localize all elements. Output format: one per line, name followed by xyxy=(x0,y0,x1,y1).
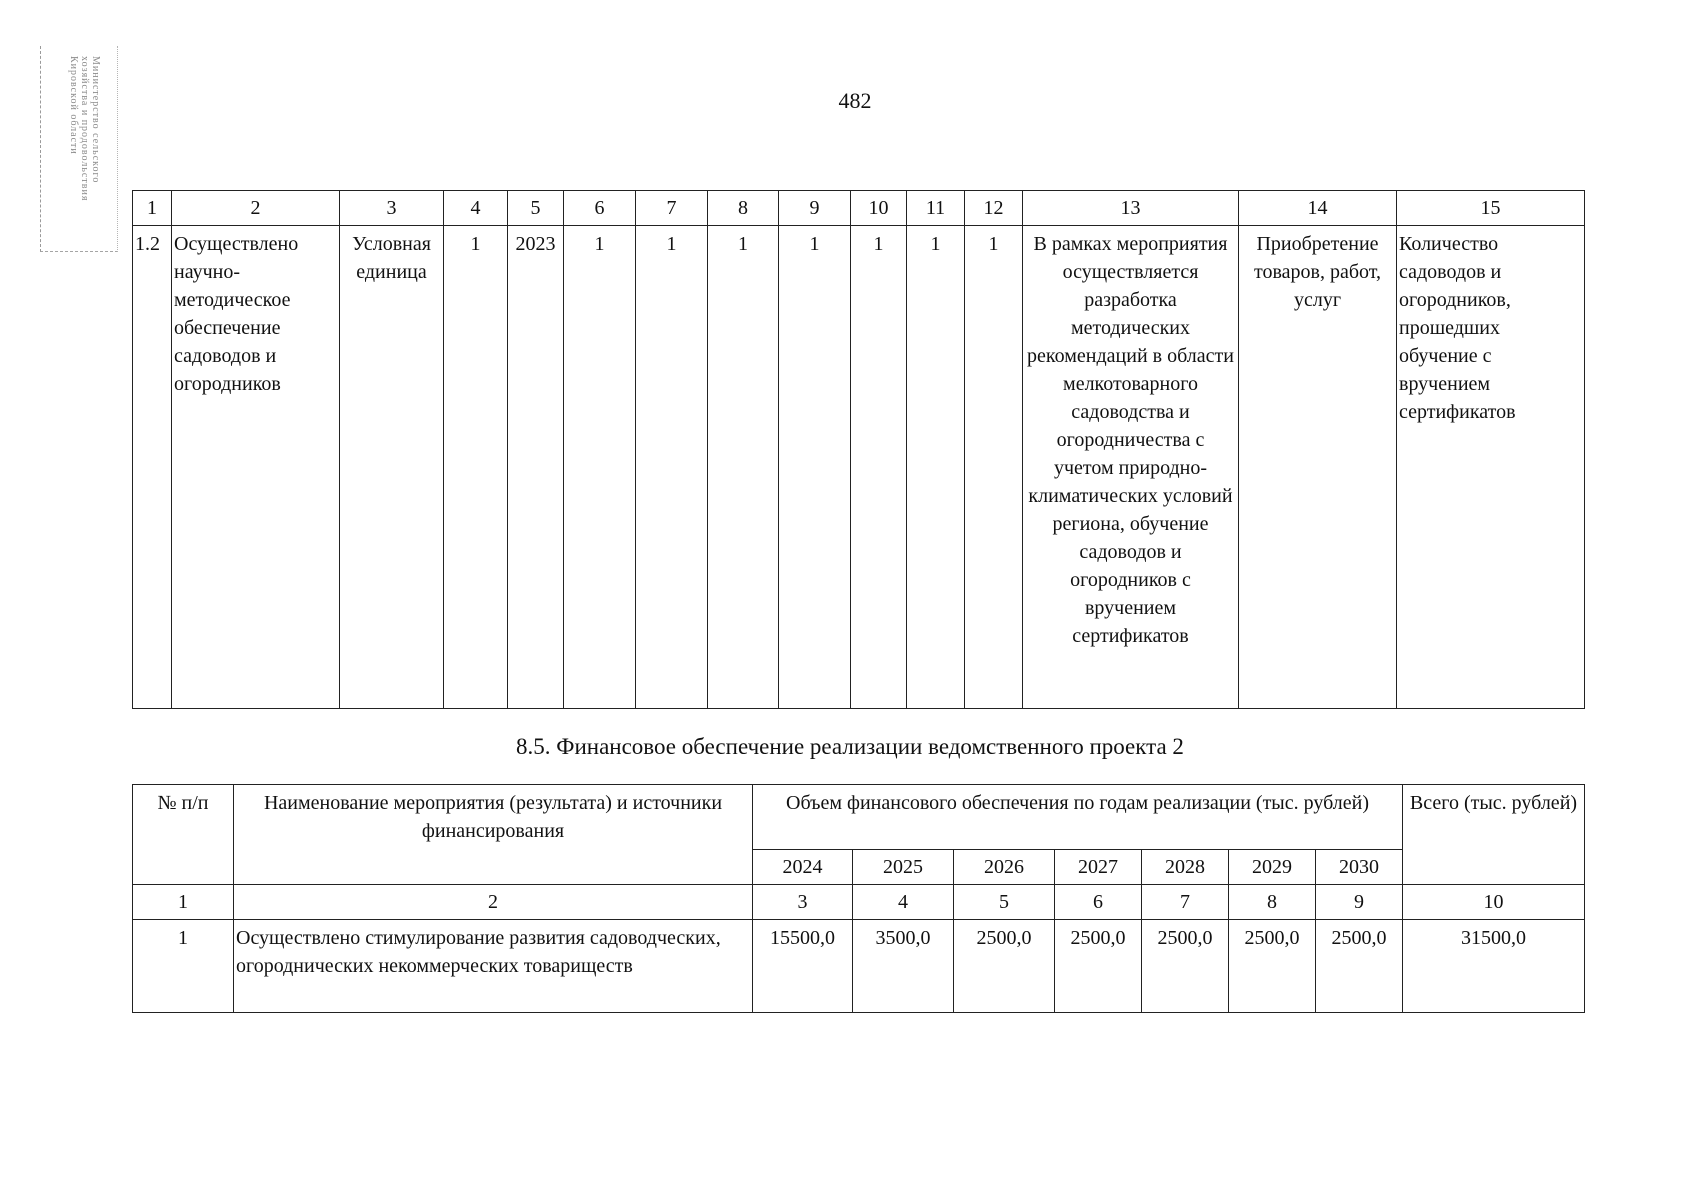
col-number: 7 xyxy=(636,191,708,226)
column-number-row xyxy=(133,885,1585,920)
base-year: 2023 xyxy=(508,226,564,709)
header-num: № п/п xyxy=(133,785,234,885)
amount-2027: 2500,0 xyxy=(1055,920,1142,1013)
value-2026: 1 xyxy=(708,226,779,709)
col-number: 5 xyxy=(508,191,564,226)
col-number: 2 xyxy=(234,885,753,920)
stamp-text xyxy=(68,56,101,236)
header-name: Наименование мероприятия (результата) и источники финансирования xyxy=(234,785,753,885)
col-number: 12 xyxy=(965,191,1023,226)
stamp-line: Министерство сельского xyxy=(90,56,101,184)
row-number: 1 xyxy=(133,920,234,1013)
col-number: 4 xyxy=(853,885,954,920)
amount-2025: 3500,0 xyxy=(853,920,954,1013)
amount-2029: 2500,0 xyxy=(1229,920,1316,1013)
col-number: 5 xyxy=(954,885,1055,920)
col-number: 8 xyxy=(708,191,779,226)
col-number: 4 xyxy=(444,191,508,226)
year-header: 2028 xyxy=(1142,850,1229,885)
col-number: 15 xyxy=(1397,191,1585,226)
registration-stamp xyxy=(40,46,118,252)
section-title: 8.5. Финансовое обеспечение реализации ведомственного проекта 2 xyxy=(516,734,1184,759)
value-2028: 1 xyxy=(851,226,907,709)
table-row xyxy=(133,920,1585,1013)
year-header: 2030 xyxy=(1316,850,1403,885)
result-type: Приобретение товаров, работ, услуг xyxy=(1239,226,1397,709)
results-table xyxy=(132,190,1585,709)
year-header: 2025 xyxy=(853,850,954,885)
result-characteristic: В рамках мероприятия осуществляется разработка методических рекомендаций в области мелкотоварного садоводства и огородничества с учетом природно-климатических условий региона, обучение садоводов и огородников с вручением сертификатов xyxy=(1023,226,1239,709)
unit-of-measure: Условная единица xyxy=(340,226,444,709)
table-row xyxy=(133,226,1585,709)
value-2029: 1 xyxy=(907,226,965,709)
result-indicator: Количество садоводов и огородников, прошедших обучение с вручением сертификатов xyxy=(1397,226,1585,709)
financing-table xyxy=(132,784,1585,1013)
year-header: 2029 xyxy=(1229,850,1316,885)
col-number: 3 xyxy=(753,885,853,920)
col-number: 11 xyxy=(907,191,965,226)
value-2027: 1 xyxy=(779,226,851,709)
column-number-row xyxy=(133,191,1585,226)
col-number: 7 xyxy=(1142,885,1229,920)
col-number: 3 xyxy=(340,191,444,226)
col-number: 10 xyxy=(851,191,907,226)
amount-2024: 15500,0 xyxy=(753,920,853,1013)
base-value: 1 xyxy=(444,226,508,709)
row-number: 1.2 xyxy=(133,226,172,709)
header-total: Всего (тыс. рублей) xyxy=(1403,785,1585,885)
col-number: 9 xyxy=(779,191,851,226)
header-row xyxy=(133,785,1585,850)
amount-2030: 2500,0 xyxy=(1316,920,1403,1013)
col-number: 1 xyxy=(133,885,234,920)
col-number: 1 xyxy=(133,191,172,226)
header-volume: Объем финансового обеспечения по годам реализации (тыс. рублей) xyxy=(753,785,1403,850)
col-number: 8 xyxy=(1229,885,1316,920)
col-number: 14 xyxy=(1239,191,1397,226)
measure-name: Осуществлено стимулирование развития садоводческих, огороднических некоммерческих товариществ xyxy=(234,920,753,1013)
amount-total: 31500,0 xyxy=(1403,920,1585,1013)
year-header: 2024 xyxy=(753,850,853,885)
col-number: 6 xyxy=(564,191,636,226)
col-number: 6 xyxy=(1055,885,1142,920)
col-number: 10 xyxy=(1403,885,1585,920)
result-name: Осуществлено научно-методическое обеспечение садоводов и огородников xyxy=(172,226,340,709)
year-header: 2026 xyxy=(954,850,1055,885)
value-2030: 1 xyxy=(965,226,1023,709)
stamp-line: хозяйства и продовольствия xyxy=(79,56,90,202)
col-number: 2 xyxy=(172,191,340,226)
stamp-line: Кировской области xyxy=(68,56,79,155)
col-number: 13 xyxy=(1023,191,1239,226)
value-2025: 1 xyxy=(636,226,708,709)
value-2024: 1 xyxy=(564,226,636,709)
col-number: 9 xyxy=(1316,885,1403,920)
year-header: 2027 xyxy=(1055,850,1142,885)
amount-2028: 2500,0 xyxy=(1142,920,1229,1013)
amount-2026: 2500,0 xyxy=(954,920,1055,1013)
page-number: 482 xyxy=(838,88,872,113)
